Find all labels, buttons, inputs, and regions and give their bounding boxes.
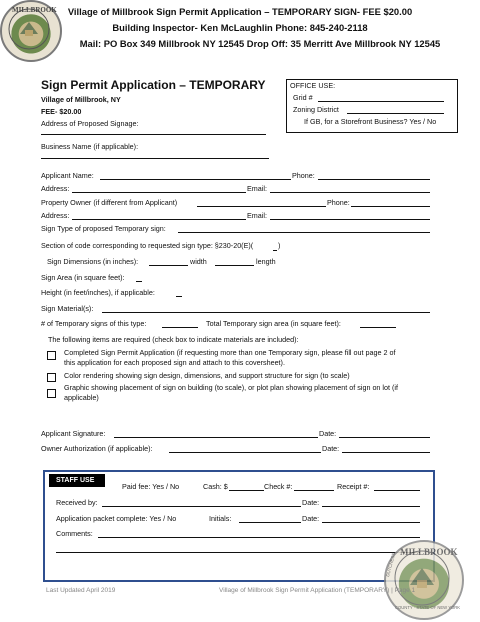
staff-use-heading: STAFF USE (56, 477, 95, 484)
applicant-signature-date-input[interactable] (339, 437, 430, 438)
address-signage-input[interactable] (41, 134, 266, 135)
check-input[interactable] (294, 490, 334, 491)
owner-authorization-label: Owner Authorization (if applicable): (41, 444, 153, 453)
owner-authorization-input[interactable] (169, 452, 321, 453)
grid-label: Grid # (293, 93, 313, 102)
sign-type-input[interactable] (178, 232, 430, 233)
paid-fee-label: Paid fee: Yes / No (122, 482, 180, 491)
required-item-2: Color rendering showing sign design, dimensions, and support structure for sign (to scale) (64, 371, 350, 380)
sign-area-label: Sign Area (in square feet): (41, 273, 125, 282)
material-input[interactable] (102, 312, 430, 313)
business-name-input[interactable] (41, 158, 269, 159)
total-area-label: Total Temporary sign area (in square feet): (206, 319, 341, 328)
checkbox-color-rendering[interactable] (47, 373, 56, 382)
form-fee: FEE- $20.00 (41, 107, 82, 116)
sign-type-label: Sign Type of proposed Temporary sign: (41, 224, 166, 233)
receipt-input[interactable] (374, 490, 420, 491)
applicant-email-label: Email: (247, 184, 267, 193)
checkbox-application[interactable] (47, 351, 56, 360)
received-by-label: Received by: (56, 498, 98, 507)
code-section-close: ) (278, 241, 281, 250)
applicant-address-input[interactable] (72, 192, 246, 193)
required-item-1-line2: this application for each proposed sign and attach to this coversheet). (64, 358, 285, 367)
num-signs-label: # of Temporary signs of this type: (41, 319, 147, 328)
owner-authorization-date-input[interactable] (342, 452, 430, 453)
village-seal-bottom (384, 540, 464, 620)
business-name-label: Business Name (if applicable): (41, 142, 139, 151)
owner-phone-input[interactable] (351, 206, 430, 207)
header-line-1: Village of Millbrook Sign Permit Application – TEMPORARY SIGN- FEE $20.00 (67, 6, 413, 17)
phone-input[interactable] (318, 179, 430, 180)
receipt-label: Receipt #: (337, 482, 370, 491)
required-item-3-line2: applicable) (64, 393, 99, 402)
packet-date-input[interactable] (322, 522, 420, 523)
header-line-2: Building Inspector- Ken McLaughlin Phone: 845-240-2118 (112, 22, 368, 33)
owner-input[interactable] (197, 206, 326, 207)
height-input[interactable] (176, 296, 182, 297)
material-label: Sign Material(s): (41, 304, 94, 313)
grid-input[interactable] (318, 101, 444, 102)
total-area-input[interactable] (360, 327, 396, 328)
seal-bottom-side-text: DUTCHESS (385, 552, 397, 578)
required-intro: The following items are required (check box to indicate materials are included): (48, 335, 299, 344)
initials-label: Initials: (209, 514, 232, 523)
owner-address-label: Address: (41, 211, 70, 220)
applicant-email-input[interactable] (270, 192, 430, 193)
form-title: Sign Permit Application – TEMPORARY (41, 78, 266, 92)
applicant-signature-label: Applicant Signature: (41, 429, 106, 438)
comments-label: Comments: (56, 529, 93, 538)
comments-input-1[interactable] (98, 537, 420, 538)
code-section-label: Section of code corresponding to requested sign type: §230-20(E)( (41, 241, 254, 250)
code-section-input[interactable] (273, 250, 277, 251)
received-date-label: Date: (302, 498, 320, 507)
applicant-signature-date-label: Date: (319, 429, 337, 438)
dimensions-width-input[interactable] (149, 265, 188, 266)
address-signage-label: Address of Proposed Signage: (41, 119, 139, 128)
owner-authorization-date-label: Date: (322, 444, 340, 453)
required-item-3-line1: Graphic showing placement of sign on building (to scale), or plot plan showing placement of sign on lot (if (64, 383, 399, 392)
gb-storefront-label: If GB, for a Storefront Business? Yes / No (304, 117, 437, 126)
footer-last-updated: Last Updated April 2019 (46, 587, 116, 594)
phone-label: Phone: (292, 171, 315, 180)
seal-bottom-lower-text: COUNTY · STATE OF NEW YORK (395, 605, 461, 610)
received-date-input[interactable] (322, 506, 420, 507)
height-label: Height (in feet/inches), if applicable: (41, 288, 155, 297)
width-label: width (190, 257, 207, 266)
seal-top-text: MILLBROOK (12, 6, 57, 14)
cash-input[interactable] (229, 490, 264, 491)
owner-label: Property Owner (if different from Applicant) (41, 198, 178, 207)
packet-complete-label: Application packet complete: Yes / No (56, 514, 177, 523)
applicant-name-label: Applicant Name: (41, 171, 94, 180)
applicant-name-input[interactable] (100, 179, 291, 180)
applicant-signature-input[interactable] (114, 437, 318, 438)
zoning-input[interactable] (347, 113, 444, 114)
dimensions-label: Sign Dimensions (in inches): (47, 257, 139, 266)
applicant-address-label: Address: (41, 184, 70, 193)
seal-bottom-top-text: MILLBROOK (400, 547, 458, 557)
length-label: length (256, 257, 276, 266)
check-label: Check #: (264, 482, 293, 491)
form-subtitle: Village of Millbrook, NY (41, 95, 121, 104)
received-by-input[interactable] (102, 506, 301, 507)
cash-label: Cash: $ (203, 482, 228, 491)
header-line-3: Mail: PO Box 349 Millbrook NY 12545 Drop Off: 35 Merritt Ave Millbrook NY 12545 (79, 38, 441, 49)
dimensions-length-input[interactable] (215, 265, 254, 266)
zoning-label: Zoning District (293, 105, 339, 114)
packet-date-label: Date: (302, 514, 320, 523)
owner-email-label: Email: (247, 211, 267, 220)
owner-email-input[interactable] (270, 219, 430, 220)
sign-area-input[interactable] (136, 281, 142, 282)
initials-input[interactable] (239, 522, 301, 523)
office-use-heading: OFFICE USE: (290, 81, 336, 90)
required-item-1-line1: Completed Sign Permit Application (if requesting more than one Temporary sign, please fill out page 2 of (64, 348, 396, 357)
owner-phone-label: Phone: (327, 198, 350, 207)
comments-input-2[interactable] (56, 552, 420, 553)
footer-page-info: Village of Millbrook Sign Permit Application (TEMPORARY) | Page 1 (219, 587, 416, 594)
owner-address-input[interactable] (72, 219, 246, 220)
checkbox-graphic-placement[interactable] (47, 389, 56, 398)
num-signs-input[interactable] (162, 327, 198, 328)
